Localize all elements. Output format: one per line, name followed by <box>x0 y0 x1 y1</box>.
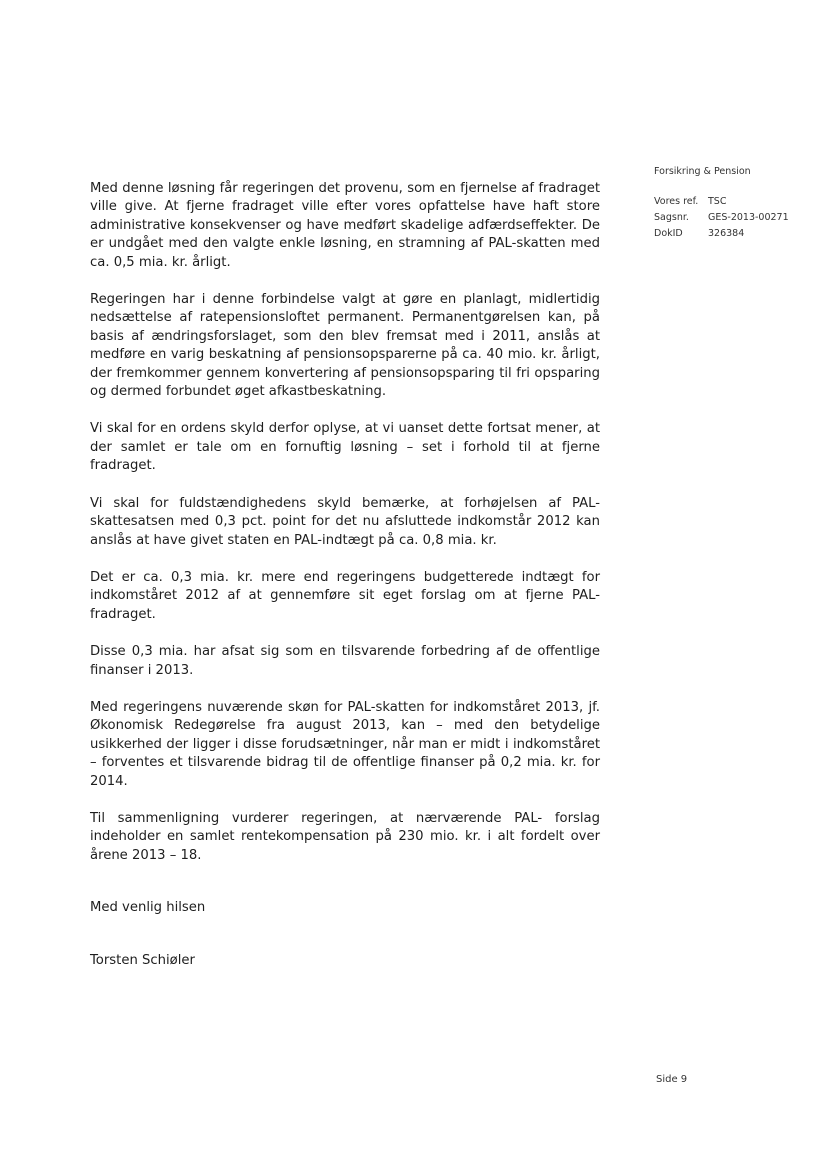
body-paragraph: Disse 0,3 mia. har afsat sig som en tilsvarende forbedring af de offentlige finanser i 2013. <box>90 644 600 678</box>
meta-value: 326384 <box>708 228 745 239</box>
body-paragraph: Til sammenligning vurderer regeringen, at nærværende PAL- forslag indeholder en samlet rentekompensation på 230 mio. kr. i alt fordelt over årene 2013 – 18. <box>90 810 600 863</box>
letterhead-sidebar <box>654 164 814 242</box>
meta-value: GES-2013-00271 <box>708 212 789 223</box>
closing-greeting: Med venlig hilsen <box>90 900 206 916</box>
meta-row-ref <box>654 194 814 210</box>
organization-name: Forsikring & Pension <box>654 166 751 177</box>
body-paragraph: Regeringen har i denne forbindelse valgt at gøre en planlagt, midlertidig nedsættelse af ratepensionsloftet permanent. Permanentgørelsen kan, på basis af ændringsforslaget, som den blev fremsat med i 2011, anslås at medføre en varig beskatning af pensionsopsparerne på ca. 40 mio. kr. årligt, der fremkommer gennem konvertering af pensionsopsparing til fri opsparing og dermed forbundet øget afkastbeskatning. <box>90 292 600 400</box>
meta-key: Sagsnr. <box>654 212 689 223</box>
meta-value: TSC <box>708 196 727 207</box>
meta-key: DokID <box>654 228 683 239</box>
body-paragraph: Vi skal for fuldstændighedens skyld bemærke, at forhøjelsen af PAL-skattesatsen med 0,3 pct. point for det nu afsluttede indkomstår 2012 kan anslås at have givet staten en PAL-indtægt på ca. 0,8 mia. kr. <box>90 495 600 548</box>
letter-body <box>90 180 600 989</box>
meta-key: Vores ref. <box>654 196 699 207</box>
meta-row-case <box>654 210 814 226</box>
body-paragraph: Vi skal for en ordens skyld derfor oplyse, at vi uanset dette fortsat mener, at der samlet er tale om en fornuftig løsning – set i forhold til at fjerne fradraget. <box>90 421 600 474</box>
signature-name: Torsten Schiøler <box>90 952 195 968</box>
body-paragraph: Det er ca. 0,3 mia. kr. mere end regeringens budgetterede indtægt for indkomståret 2012 af at gennemføre sit eget forslag om at fjerne PAL-fradraget. <box>90 569 600 622</box>
body-paragraph: Med denne løsning får regeringen det provenu, som en fjernelse af fradraget ville give. At fjerne fradraget ville efter vores opfattelse have haft store administrative konsekvenser og have medført skadelige adfærdseffekter. De er undgået med den valgte enkle løsning, en stramning af PAL-skatten med ca. 0,5 mia. kr. årligt. <box>90 181 600 270</box>
page-number: Side 9 <box>656 1074 688 1085</box>
body-paragraph: Med regeringens nuværende skøn for PAL-skatten for indkomståret 2013, jf. Økonomisk Redegørelse fra august 2013, kan – med den betydelige usikkerhed der ligger i disse forudsætninger, når man er midt i indkomståret – forventes et tilsvarende bidrag til de offentlige finanser på 0,2 mia. kr. for 2014. <box>90 699 600 789</box>
meta-row-docid <box>654 226 814 242</box>
